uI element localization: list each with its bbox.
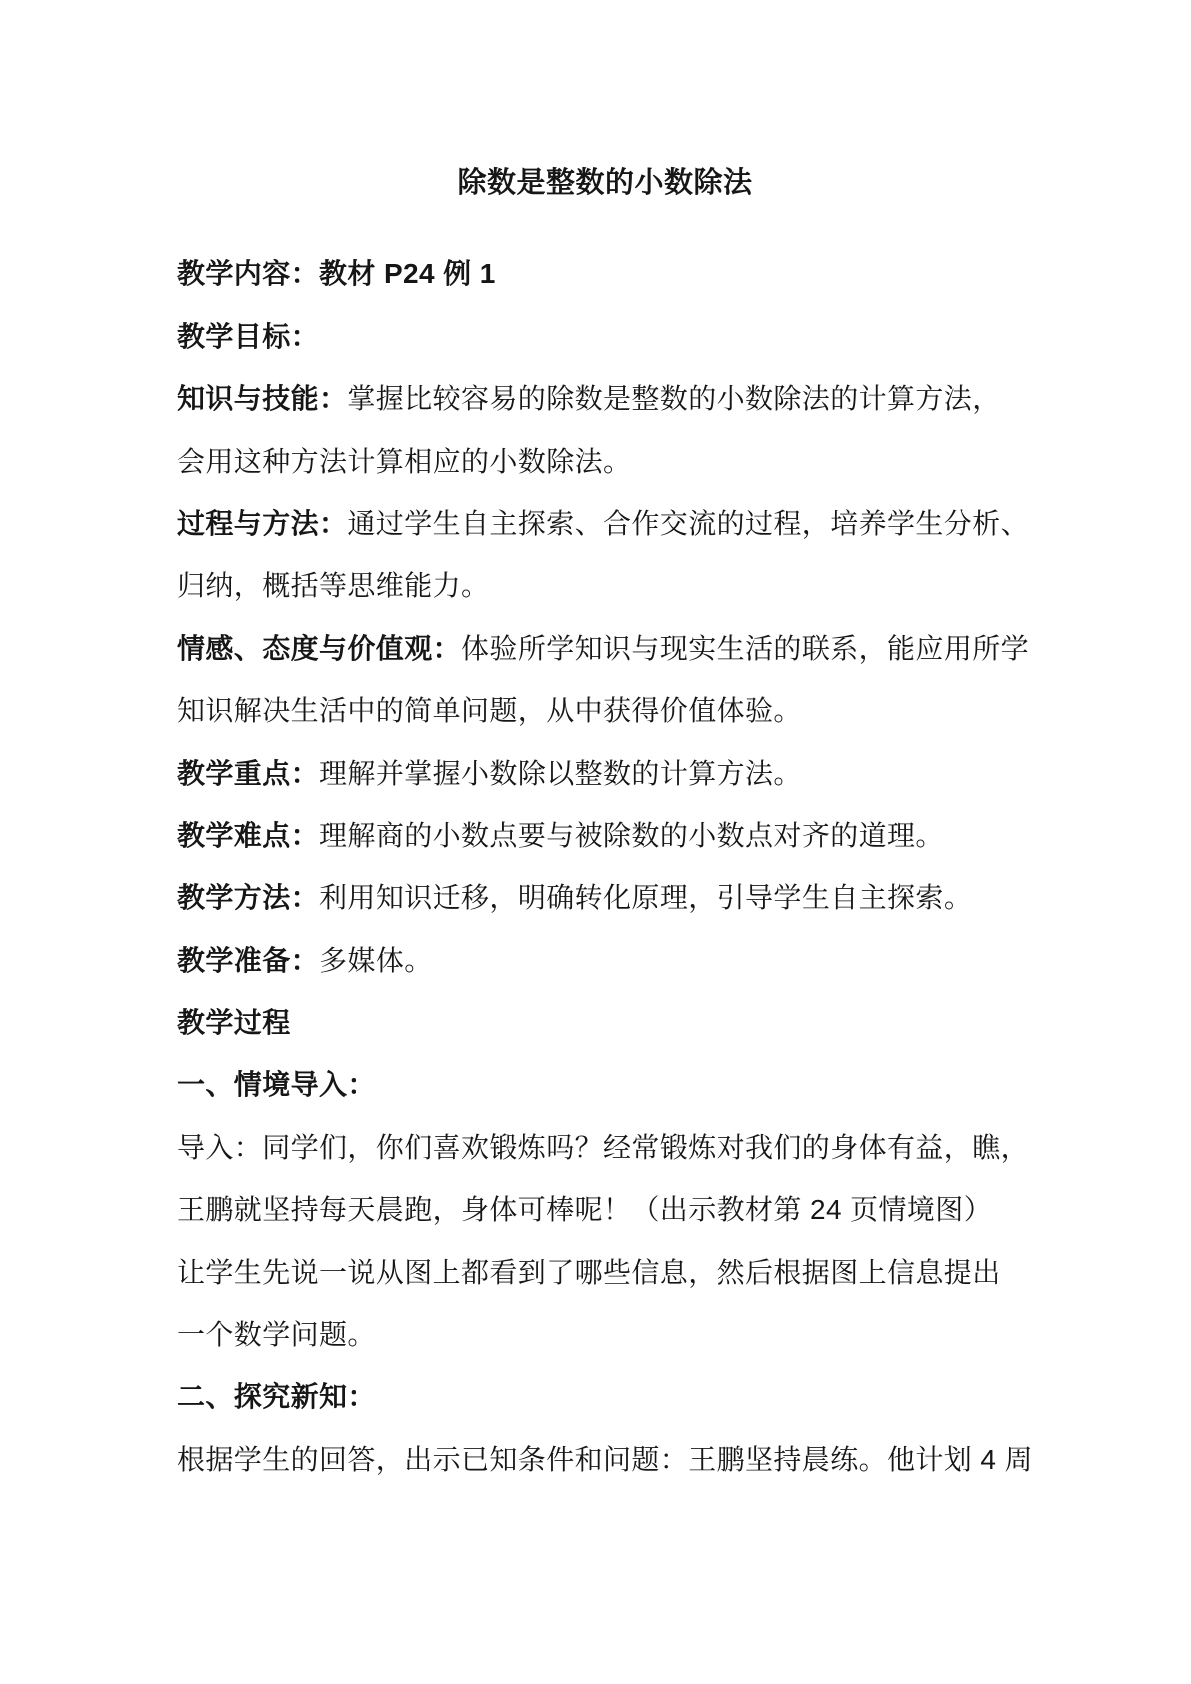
line-section-2-explore: [177, 1366, 1033, 1428]
line-label: 教学准备：: [177, 944, 320, 976]
line-teaching-difficulty: [177, 805, 1033, 867]
line-text: 通过学生自主探索、合作交流的过程，培养学生分析、: [347, 507, 1030, 539]
line-label: 教学难点：: [177, 819, 320, 851]
line-label: 二、探究新知：: [177, 1381, 376, 1413]
line-text: 根据学生的回答，出示已知条件和问题：王鹏坚持晨练。他计划 4 周: [177, 1443, 1033, 1475]
line-teaching-preparation: [177, 930, 1033, 992]
line-label: 情感、态度与价值观：: [177, 632, 462, 664]
line-intro-text-3: [177, 1242, 1033, 1304]
line-teaching-goals: [177, 306, 1033, 368]
line-text: 王鹏就坚持每天晨跑，身体可棒呢！（出示教材第 24 页情境图）: [177, 1194, 993, 1226]
line-text: 一个数学问题。: [177, 1319, 376, 1351]
line-label: 教学内容：教材 P24 例 1: [177, 258, 496, 290]
line-text: 会用这种方法计算相应的小数除法。: [177, 445, 632, 477]
line-label: 教学目标：: [177, 320, 320, 352]
line-text: 理解并掌握小数除以整数的计算方法。: [319, 757, 802, 789]
line-teaching-focus: [177, 743, 1033, 805]
line-section-1-intro: [177, 1054, 1033, 1116]
line-text: 利用知识迁移，明确转化原理，引导学生自主探索。: [319, 882, 973, 914]
line-label: 知识与技能：: [177, 383, 348, 415]
line-label: 教学方法：: [177, 882, 320, 914]
line-label: 一、情境导入：: [177, 1069, 376, 1101]
line-teaching-content: [177, 243, 1033, 305]
line-text: 归纳，概括等思维能力。: [177, 570, 490, 602]
line-teaching-process: [177, 992, 1033, 1054]
line-text: 知识解决生活中的简单问题，从中获得价值体验。: [177, 695, 802, 727]
page-title: 除数是整数的小数除法: [457, 167, 753, 199]
line-text: 导入：同学们，你们喜欢锻炼吗？经常锻炼对我们的身体有益，瞧，: [177, 1131, 1030, 1163]
line-intro-text-4: [177, 1304, 1033, 1366]
line-emotion-values-1: [177, 618, 1033, 680]
line-emotion-values-2: [177, 680, 1033, 742]
line-text: 理解商的小数点要与被除数的小数点对齐的道理。: [319, 819, 944, 851]
line-label: 教学重点：: [177, 757, 320, 789]
line-label: 过程与方法：: [177, 507, 348, 539]
line-process-methods-2: [177, 555, 1033, 617]
line-teaching-method: [177, 867, 1033, 929]
line-process-methods-1: [177, 493, 1033, 555]
document-content: [177, 152, 1033, 1491]
line-knowledge-skills-1: [177, 368, 1033, 430]
line-text: 多媒体。: [319, 944, 433, 976]
line-text: 让学生先说一说从图上都看到了哪些信息，然后根据图上信息提出: [177, 1256, 1001, 1288]
line-explore-text-1: [177, 1429, 1033, 1491]
line-intro-text-1: [177, 1117, 1033, 1179]
line-text: 掌握比较容易的除数是整数的小数除法的计算方法，: [347, 383, 1001, 415]
line-intro-text-2: [177, 1179, 1033, 1241]
line-label: 教学过程: [177, 1007, 291, 1039]
line-knowledge-skills-2: [177, 431, 1033, 493]
line-text: 体验所学知识与现实生活的联系，能应用所学: [461, 632, 1030, 664]
